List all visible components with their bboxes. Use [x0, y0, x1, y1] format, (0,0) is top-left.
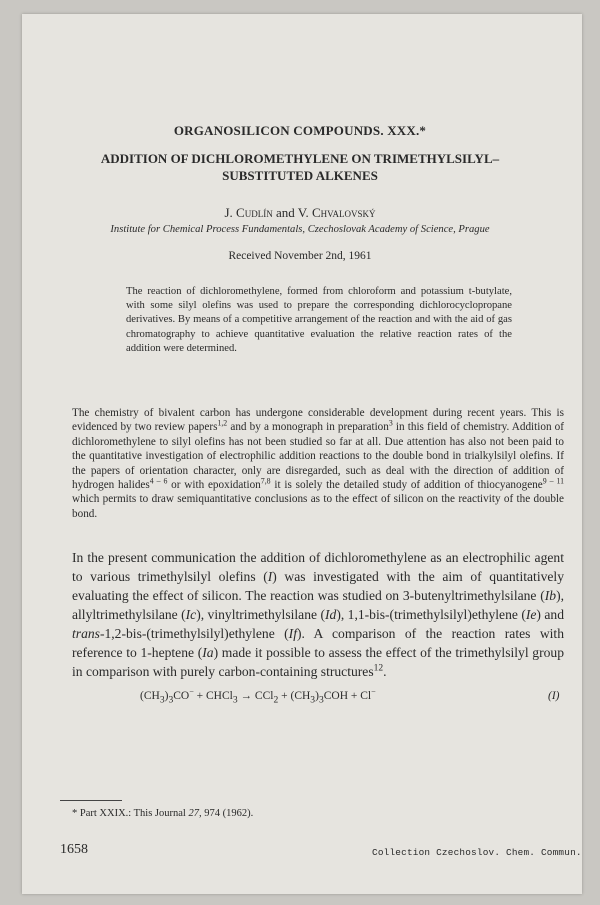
authors	[0, 205, 600, 221]
authors-and: and	[272, 205, 298, 220]
ref: 1,2	[217, 418, 228, 428]
ref: 4 – 6	[149, 476, 168, 486]
author2-surname: Chvalovský	[311, 205, 376, 220]
author1-initial: J.	[224, 205, 237, 220]
paragraph-present-communication: In the present communication the addition of dichloromethylene as an electrophilic agent to various trimethylsilyl olefins (I) was investigated with the aim of quantitatively evaluating the effect of silicon. The reaction was studied on 3-butenyltrimethylsilane (Ib), allyltrimethylsilane (Ic), vinyltrimethylsilane (Id), 1,1-bis-(trimethylsilyl)ethylene (Ie) and trans-1,2-bis-(trimethylsilyl)ethylene (If). A comparison of the reaction rates with reference to 1-heptene (Ia) made it possible to assess the effect of the trimethylsilyl group in comparison with purely carbon-containing structures$^{12}$.	[72, 550, 565, 679]
title-series: ORGANOSILICON COMPOUNDS. XXX.*	[173, 123, 427, 138]
reaction-equation: $(CH_3)_3CO^-$ + CHCl$_3$ → $CCl_2 + (CH_3)_3COH + Cl^-$	[140, 687, 376, 706]
paragraph-intro: The chemistry of bivalent carbon has undergone considerable development during recent years. This is evidenced by two review papers$^{1,2}$ and by a monograph in preparation$^3$ in this field of chemistry. Addition of dichloromethylene to silyl olefins has not been studied so far at all. Due attention has also not been paid to the quantitative investigation of electrophilic addition reactions to the double bond in trialkylsilyl olefins. If the papers of orientation character, only are disregarded, such as deal with the direction of addition of hydrogen halides$^{4 - 6}$ or with epoxidation$^{7,8}$ it is solely the detailed study of addition of thiocyanogene$^{9 - 11}$ which permits to draw semiquantitative conclusions as to the effect of silicon on the reactivity of the double bond.	[72, 407, 564, 520]
title-main-line2: SUBSTITUTED ALKENES	[222, 168, 378, 183]
footnote: * Part XXIX.: This Journal 27, 974 (1962).	[72, 808, 254, 819]
author1-surname: Cudlín	[236, 205, 273, 220]
ref: 3	[388, 418, 393, 428]
footnote-rule	[60, 800, 122, 801]
title-main-line1: ADDITION OF DICHLOROMETHYLENE ON TRIMETHYLSILYL–	[100, 151, 500, 166]
page-number: 1658	[60, 842, 88, 857]
journal-name: Collection Czechoslov. Chem. Commun.	[372, 847, 582, 858]
ref: 7,8	[260, 476, 271, 486]
institute: Institute for Chemical Process Fundamentals, Czechoslovak Academy of Science, Prague	[110, 224, 490, 235]
abstract: The reaction of dichloromethylene, formed from chloroform and potassium t-butylate, with some silyl olefins was used to prepare the corresponding dichlorocyclopropane derivatives. By means of a competitive arrangement of the reaction and with the aid of gas chromatography to achieve quantitative evaluation the relative reaction rates of the addition were determined.	[126, 286, 512, 354]
title-main	[0, 150, 600, 184]
author2-initial: V.	[297, 205, 312, 220]
ref: 12	[373, 663, 384, 674]
received-date: Received November 2nd, 1961	[228, 250, 372, 262]
equation-number: (I)	[548, 690, 560, 702]
ref: 9 – 11	[542, 476, 564, 486]
